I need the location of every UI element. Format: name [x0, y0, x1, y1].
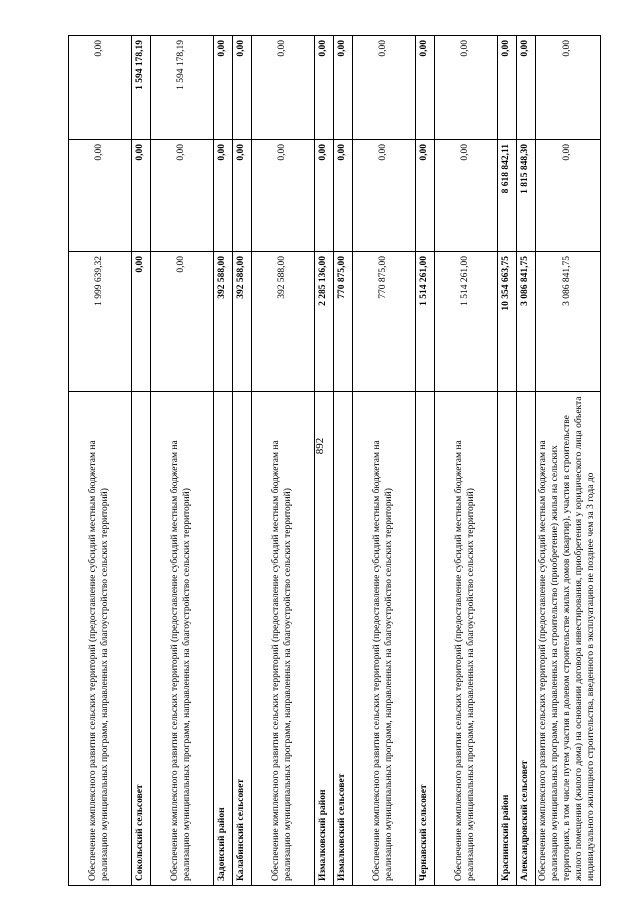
value-cell-1: 1 514 261,00	[416, 252, 435, 392]
value-cell-1: 1 514 261,00	[435, 252, 498, 392]
value-cell-3: 0,00	[334, 36, 353, 140]
table-row-section	[498, 36, 517, 886]
table-row-section	[517, 36, 536, 886]
row-name-cell: Обеспечение комплексного развития сельских территорий (предоставление субсидий местным бюджетам на реализацию муниципальных программ, направленных на благоустройство сельских территорий)	[151, 392, 214, 886]
row-name-cell: Обеспечение комплексного развития сельских территорий (предоставление субсидий местным бюджетам на реализацию муниципальных программ, направленных на благоустройство сельских территорий)	[435, 392, 498, 886]
table-row-section	[233, 36, 252, 886]
table-row-section	[315, 36, 334, 886]
budget-table	[68, 35, 601, 886]
value-cell-3: 0,00	[536, 36, 601, 140]
table-row	[151, 36, 214, 886]
value-cell-3: 0,00	[435, 36, 498, 140]
value-cell-3: 0,00	[214, 36, 233, 140]
value-cell-2: 0,00	[536, 140, 601, 252]
value-cell-3: 1 594 178,19	[151, 36, 214, 140]
value-cell-1: 1 999 639,32	[69, 252, 132, 392]
value-cell-1: 0,00	[132, 252, 151, 392]
value-cell-2: 0,00	[214, 140, 233, 252]
table-row	[353, 36, 416, 886]
value-cell-1: 392 588,00	[252, 252, 315, 392]
value-cell-1: 770 875,00	[353, 252, 416, 392]
value-cell-1: 2 285 136,00	[315, 252, 334, 392]
page-number: 892	[314, 437, 326, 455]
value-cell-3: 0,00	[416, 36, 435, 140]
value-cell-2: 0,00	[151, 140, 214, 252]
value-cell-1: 770 875,00	[334, 252, 353, 392]
value-cell-1: 392 588,00	[233, 252, 252, 392]
row-name-cell: Александровский сельсовет	[517, 392, 536, 886]
row-name-cell: Чернавский сельсовет	[416, 392, 435, 886]
value-cell-2: 0,00	[334, 140, 353, 252]
row-name-cell: Сокольский сельсовет	[132, 392, 151, 886]
row-name-cell: Измалковский район	[315, 392, 334, 886]
value-cell-2: 0,00	[315, 140, 334, 252]
row-name-cell: Обеспечение комплексного развития сельских территорий (предоставление субсидий местным бюджетам на реализацию муниципальных программ, направленных на благоустройство сельских территорий)	[353, 392, 416, 886]
value-cell-2: 0,00	[416, 140, 435, 252]
value-cell-3: 1 594 178,19	[132, 36, 151, 140]
value-cell-2: 0,00	[435, 140, 498, 252]
row-name-cell: Обеспечение комплексного развития сельских территорий (предоставление субсидий местным бюджетам на реализацию муниципальных программ, направленных на строительство (приобретение) жилья на сельских территориях, в том числе путем участия в долевом строительстве жилых домов (квартир), участия в строительстве жилого помещения (жилого дома) на основании договора инвестирования, приобретения у юридического лица объекта индивидуального жилищного строительства, введенного в эксплуатацию не позднее чем за 3 года до	[536, 392, 601, 886]
table-row-section	[214, 36, 233, 886]
value-cell-3: 0,00	[315, 36, 334, 140]
value-cell-3: 0,00	[69, 36, 132, 140]
value-cell-2: 8 618 842,11	[498, 140, 517, 252]
row-name-cell: Измалковский сельсовет	[334, 392, 353, 886]
value-cell-1: 10 354 663,75	[498, 252, 517, 392]
row-name-cell: Калабинский сельсовет	[233, 392, 252, 886]
row-name-cell: Краснинский район	[498, 392, 517, 886]
value-cell-2: 1 815 848,30	[517, 140, 536, 252]
value-cell-2: 0,00	[233, 140, 252, 252]
row-name-cell: Обеспечение комплексного развития сельских территорий (предоставление субсидий местным бюджетам на реализацию муниципальных программ, направленных на благоустройство сельских территорий)	[69, 392, 132, 886]
rotated-table-wrapper	[68, 36, 596, 886]
row-name-cell: Задонский район	[214, 392, 233, 886]
table-row-section	[132, 36, 151, 886]
value-cell-2: 0,00	[252, 140, 315, 252]
value-cell-1: 0,00	[151, 252, 214, 392]
value-cell-3: 0,00	[233, 36, 252, 140]
value-cell-3: 0,00	[498, 36, 517, 140]
value-cell-1: 3 086 841,75	[517, 252, 536, 392]
value-cell-2: 0,00	[132, 140, 151, 252]
value-cell-3: 0,00	[353, 36, 416, 140]
value-cell-2: 0,00	[69, 140, 132, 252]
value-cell-1: 392 588,00	[214, 252, 233, 392]
table-row	[252, 36, 315, 886]
value-cell-2: 0,00	[353, 140, 416, 252]
table-row	[536, 36, 601, 886]
table-row-section	[334, 36, 353, 886]
table-row	[69, 36, 132, 886]
table-row	[435, 36, 498, 886]
value-cell-3: 0,00	[252, 36, 315, 140]
value-cell-1: 3 086 841,75	[536, 252, 601, 392]
row-name-cell: Обеспечение комплексного развития сельских территорий (предоставление субсидий местным бюджетам на реализацию муниципальных программ, направленных на благоустройство сельских территорий)	[252, 392, 315, 886]
value-cell-3: 0,00	[517, 36, 536, 140]
table-row-section	[416, 36, 435, 886]
